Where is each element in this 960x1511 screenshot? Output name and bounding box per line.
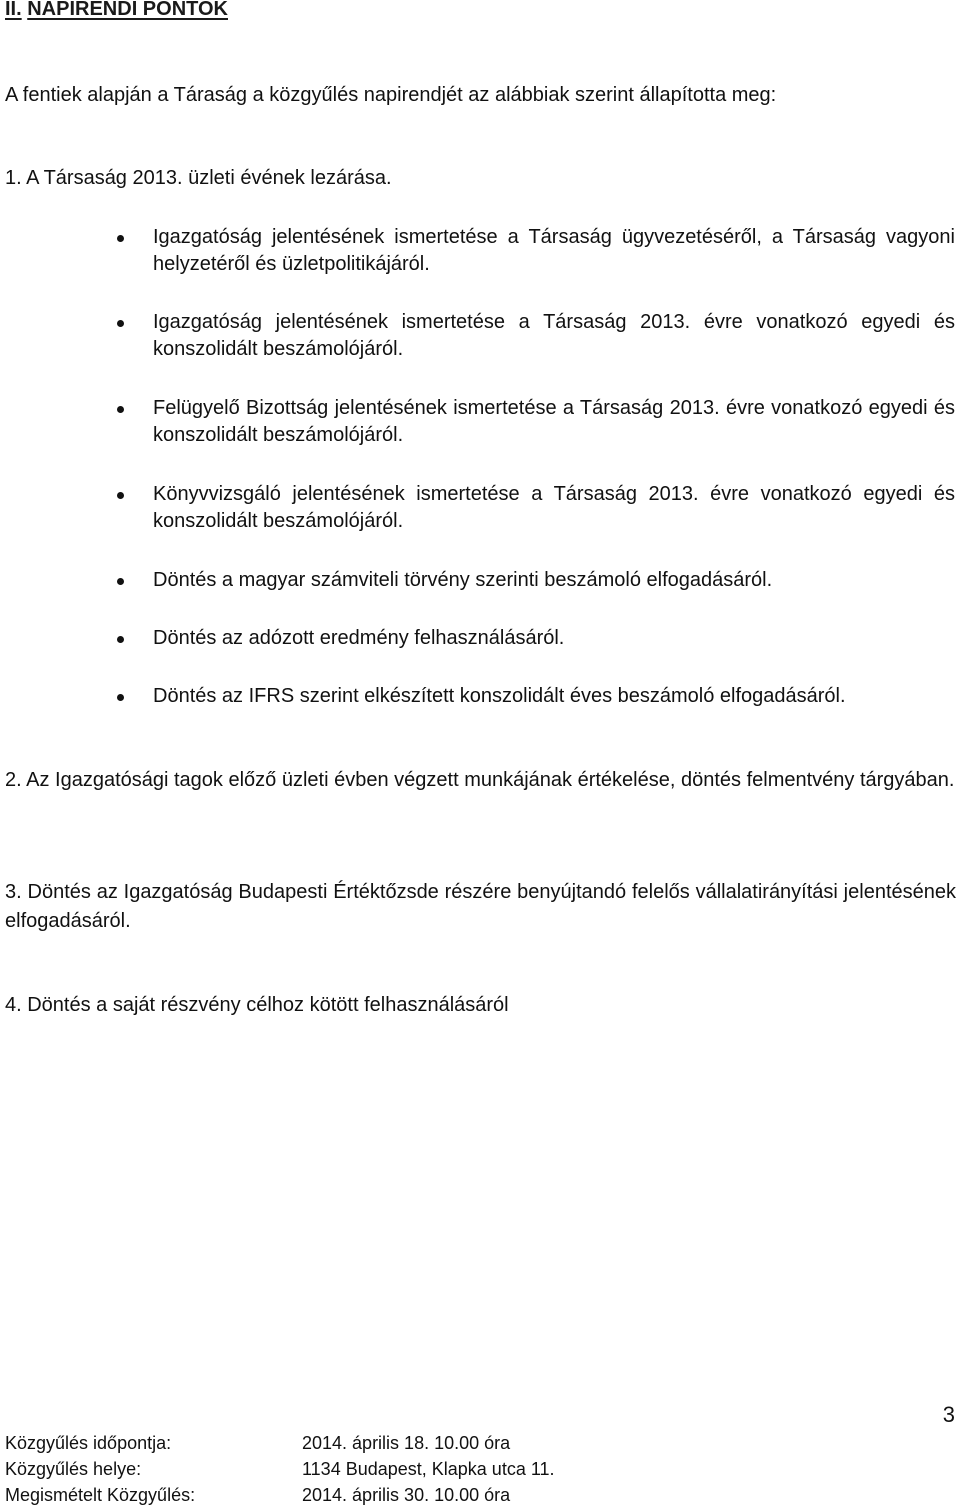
list-item-text: Döntés az adózott eredmény felhasználásáról. <box>153 627 565 649</box>
bullet-icon <box>117 492 124 499</box>
section-number: II. <box>5 0 22 20</box>
list-item <box>153 683 955 710</box>
list-item <box>153 567 955 594</box>
list-item-text: Igazgatóság jelentésének ismertetése a Társaság 2013. évre vonatkozó egyedi és konszolidált beszámolójáról. <box>153 311 955 360</box>
section-title: NAPIRENDI PONTOK <box>27 0 228 20</box>
bullet-icon <box>117 406 124 413</box>
list-item <box>153 481 955 535</box>
bullet-icon <box>117 636 124 643</box>
agenda-item-4: 4. Döntés a saját részvény célhoz kötött felhasználásáról <box>5 994 509 1016</box>
list-item <box>153 625 955 652</box>
list-item-text: Döntés az IFRS szerint elkészített konszolidált éves beszámoló elfogadásáról. <box>153 685 846 707</box>
footer-label: Közgyűlés helye: <box>5 1459 142 1479</box>
page-number: 3 <box>942 1402 955 1427</box>
agenda-item-1-title: 1. A Társaság 2013. üzleti évének lezárása. <box>5 167 392 189</box>
list-item-text: Igazgatóság jelentésének ismertetése a Társaság ügyvezetéséről, a Társaság vagyoni helyzetéről és üzletpolitikájáról. <box>153 226 955 275</box>
footer-value: 2014. április 30. 10.00 óra <box>302 1485 511 1505</box>
footer-row <box>0 1459 960 1485</box>
footer-value: 1134 Budapest, Klapka utca 11. <box>302 1459 555 1479</box>
list-item <box>153 309 955 363</box>
footer-label: Megismételt Közgyűlés: <box>5 1485 196 1505</box>
footer-row <box>0 1485 960 1511</box>
bullet-icon <box>117 320 124 327</box>
intro-text: A fentiek alapján a Táraság a közgyűlés napirendjét az alábbiak szerint állapította meg: <box>5 84 777 106</box>
footer-value: 2014. április 18. 10.00 óra <box>302 1433 511 1453</box>
list-item <box>153 224 955 278</box>
footer-label: Közgyűlés időpontja: <box>5 1433 172 1453</box>
list-item-text: Felügyelő Bizottság jelentésének ismertetése a Társaság 2013. évre vonatkozó egyedi és konszolidált beszámolójáról. <box>153 397 955 446</box>
list-item <box>153 395 955 449</box>
agenda-item-2: 2. Az Igazgatósági tagok előző üzleti évben végzett munkájának értékelése, döntés felmentvény tárgyában. <box>5 769 955 791</box>
footer-row <box>0 1433 960 1459</box>
agenda-item-3: 3. Döntés az Igazgatóság Budapesti Értéktőzsde részére benyújtandó felelős vállalatirányítási jelentésének elfogadásáról. <box>5 881 956 932</box>
list-item-text: Döntés a magyar számviteli törvény szerinti beszámoló elfogadásáról. <box>153 569 773 591</box>
bullet-icon <box>117 578 124 585</box>
section-heading <box>5 0 228 21</box>
bullet-icon <box>117 235 124 242</box>
list-item-text: Könyvvizsgáló jelentésének ismertetése a Társaság 2013. évre vonatkozó egyedi és konszolidált beszámolójáról. <box>153 483 955 532</box>
bullet-icon <box>117 694 124 701</box>
